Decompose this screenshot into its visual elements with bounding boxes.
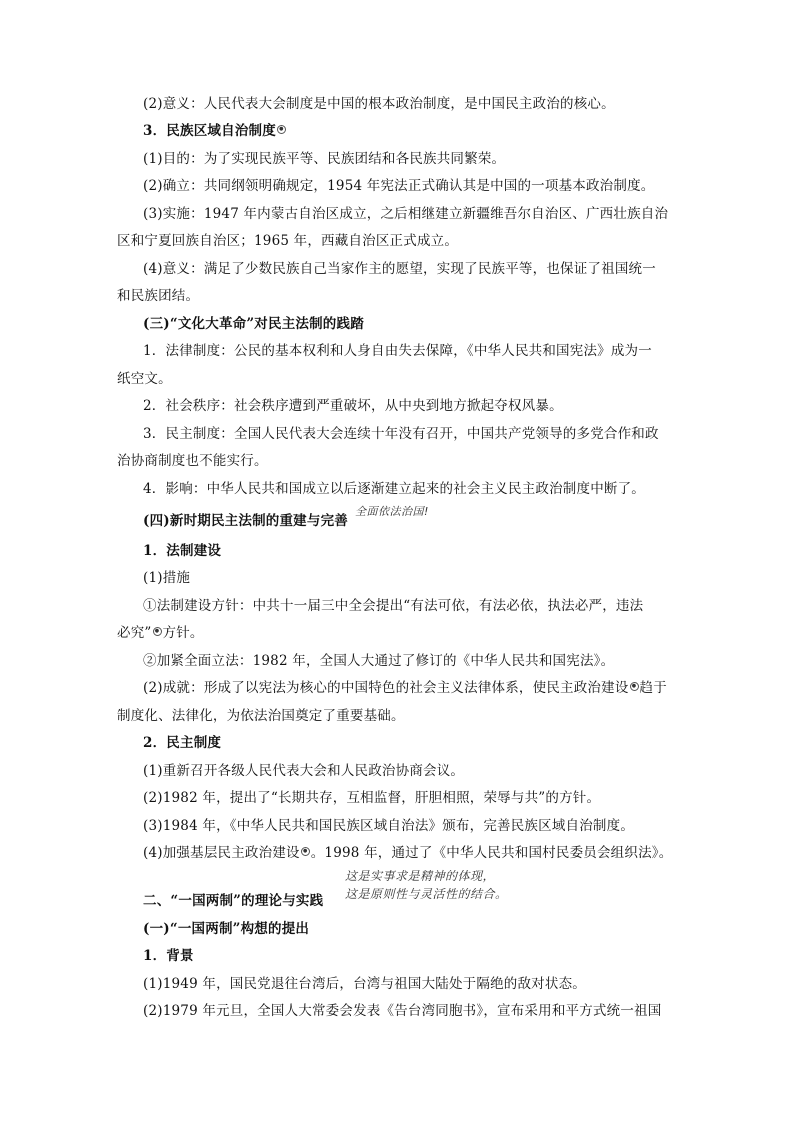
handwritten-note: 这是实事求是精神的体现， bbox=[345, 869, 496, 883]
text-line: 2．社会秩序：社会秩序遭到严重破坏，从中央到地方掀起夺权风暴。 bbox=[143, 398, 563, 414]
text-line: (2)成就：形成了以宪法为核心的中国特色的社会主义法律体系，使民主政治建设 ● 趋于 bbox=[143, 680, 667, 696]
text-line: (4)加强基层民主政治建设 ● 。1998 年，通过了《中华人民共和国村民委员会组织法》。 bbox=[143, 845, 673, 861]
text-line: (1)目的：为了实现民族平等、民族团结和各民族共同繁荣。 bbox=[143, 151, 506, 167]
section-heading: 二、“一国两制”的理论与实践 bbox=[143, 893, 324, 909]
text-line: (2)确立：共同纲领明确规定，1954 年宪法正式确认其是中国的一项基本政治制度。 bbox=[143, 178, 655, 194]
section-heading: (三)“文化大革命”对民主法制的践踏 bbox=[143, 316, 364, 332]
text-line: 1．法律制度：公民的基本权利和人身自由失去保障，《中华人民共和国宪法》成为一 bbox=[143, 343, 652, 359]
text-line: (1)重新召开各级人民代表大会和人民政治协商会议。 bbox=[143, 763, 465, 779]
text-line: 制度化、法律化，为依法治国奠定了重要基础。 bbox=[117, 708, 405, 724]
handwritten-note: 这是原则性与灵活性的结合。 bbox=[345, 887, 508, 901]
text-line: (2)1979 年元旦，全国人大常委会发表《告台湾同胞书》，宣布采用和平方式统一祖国 bbox=[143, 1003, 662, 1019]
text-line: (3)1984 年，《中华人民共和国民族区域自治法》颁布，完善民族区域自治制度。 bbox=[143, 818, 635, 834]
annotation-marker-icon: ● bbox=[277, 125, 286, 134]
handwritten-note: 全面依法治国! bbox=[355, 505, 429, 518]
text-line: (2)意义：人民代表大会制度是中国的根本政治制度，是中国民主政治的核心。 bbox=[143, 96, 615, 112]
text-line: 和民族团结。 bbox=[117, 288, 200, 304]
section-heading: 1．法制建设 bbox=[143, 543, 222, 559]
text-line: (1)1949 年，国民党退往台湾后，台湾与祖国大陆处于隔绝的敌对状态。 bbox=[143, 976, 586, 992]
text-line: (2)1982 年，提出了“长期共存，互相监督，肝胆相照，荣辱与共”的方针。 bbox=[143, 790, 601, 806]
text-line: ①法制建设方针：中共十一届三中全会提出“有法可依，有法必依，执法必严，违法 bbox=[143, 598, 644, 614]
text-line: 必究” ● 方针。 bbox=[117, 625, 204, 641]
text-line: (4)意义：满足了少数民族自己当家作主的愿望，实现了民族平等，也保证了祖国统一 bbox=[143, 261, 656, 277]
text-line: 3．民主制度：全国人民代表大会连续十年没有召开，中国共产党领导的多党合作和政 bbox=[143, 426, 659, 442]
section-heading: 1．背景 bbox=[143, 948, 194, 964]
section-heading: 3．民族区域自治制度 ● bbox=[143, 121, 287, 141]
section-heading: (四)新时期民主法制的重建与完善 bbox=[143, 513, 348, 529]
text-line: 4．影响：中华人民共和国成立以后逐渐建立起来的社会主义民主政治制度中断了。 bbox=[143, 481, 645, 497]
section-heading: (一)“一国两制”构想的提出 bbox=[143, 921, 310, 937]
text-line: 纸空文。 bbox=[117, 371, 172, 387]
annotation-marker-icon: ● bbox=[630, 682, 639, 691]
text-line: ②加紧全面立法：1982 年，全国人大通过了修订的《中华人民共和国宪法》。 bbox=[143, 653, 615, 669]
text-line: (3)实施：1947 年内蒙古自治区成立，之后相继建立新疆维吾尔自治区、广西壮族自治 bbox=[143, 206, 669, 222]
annotation-marker-icon: ● bbox=[153, 627, 162, 636]
annotation-marker-icon: ● bbox=[301, 847, 310, 856]
text-line: 治协商制度也不能实行。 bbox=[117, 453, 268, 469]
section-heading: 2．民主制度 bbox=[143, 735, 222, 751]
text-line: 区和宁夏回族自治区；1965 年，西藏自治区正式成立。 bbox=[117, 233, 459, 249]
text-line: (1)措施 bbox=[143, 570, 191, 586]
